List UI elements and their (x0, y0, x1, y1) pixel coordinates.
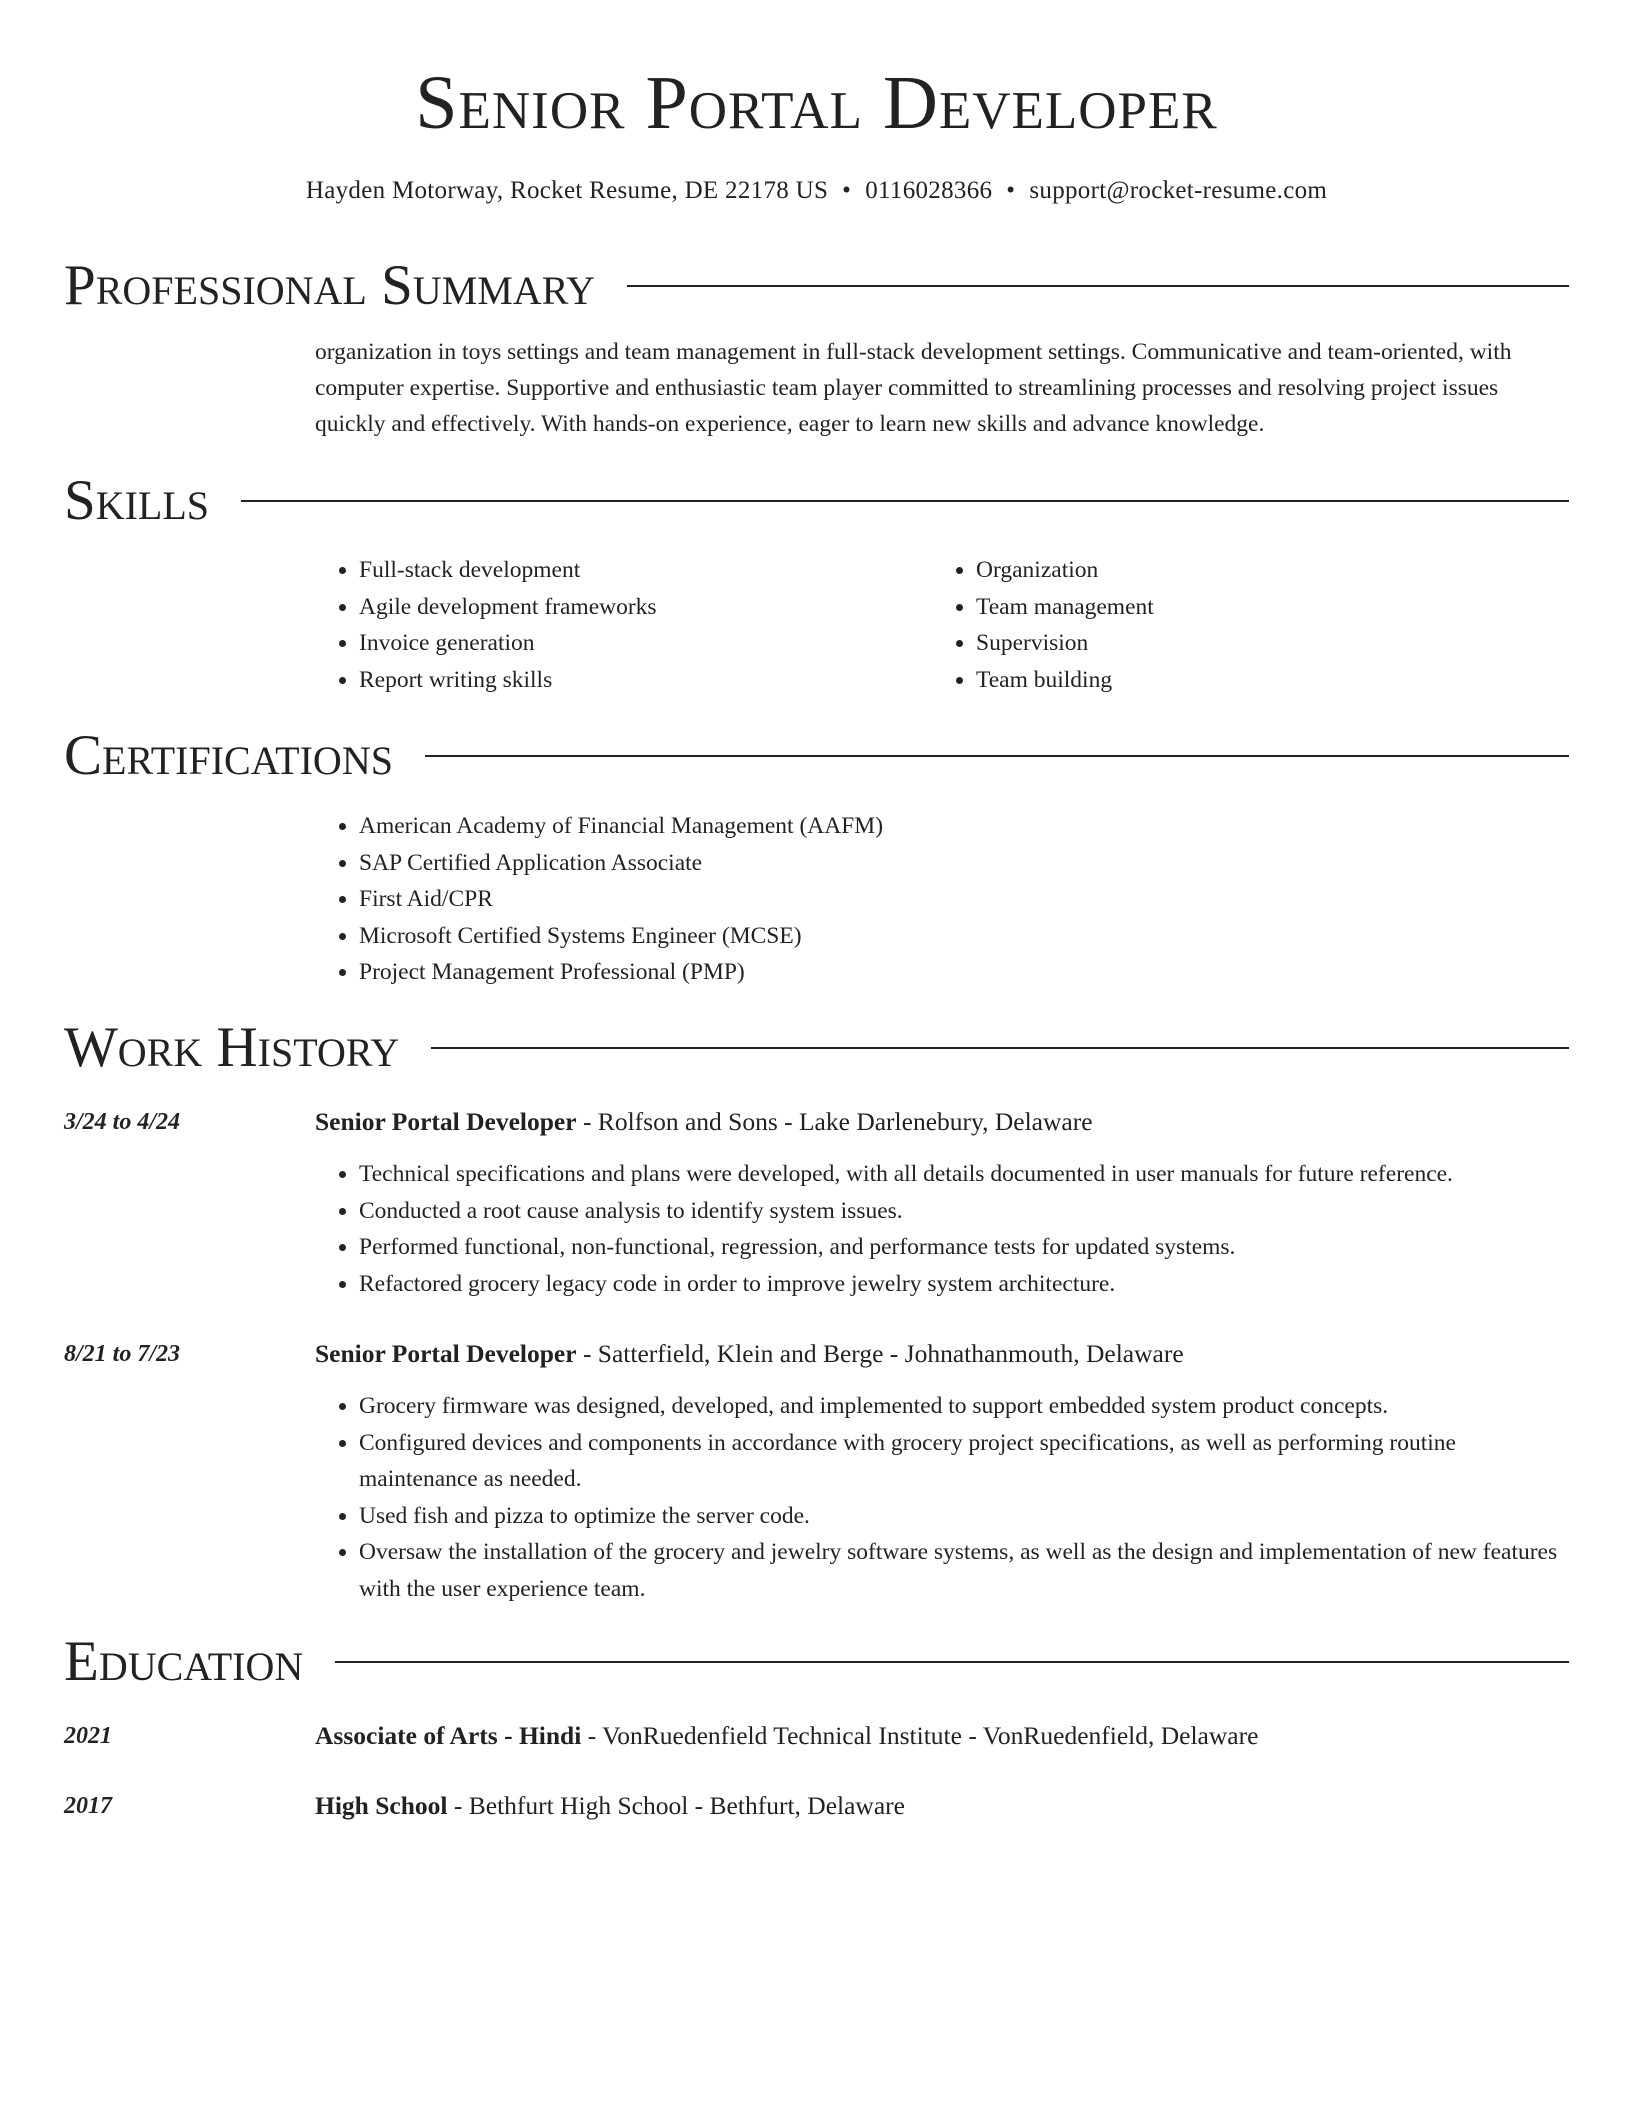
section-divider (425, 755, 1569, 757)
education-year: 2017 (64, 1793, 112, 1819)
summary-text: organization in toys settings and team management in full-stack development settings. Communicative and team-oriented, with computer expertise. Supportive and enthusiastic team player committed to streamlining processes and resolving project issues quickly and effectively. With hands-on experience, eager to learn new skills and advance knowledge. (315, 339, 1512, 437)
skill-item: • Full-stack development (359, 552, 919, 589)
education-entry (315, 1718, 1569, 1754)
skill-item: • Organization (976, 552, 1536, 589)
education-heading: Education (64, 1630, 304, 1693)
summary-heading: Professional Summary (64, 254, 596, 317)
work-section-header (64, 1016, 1569, 1080)
job-bullets (315, 1156, 1569, 1302)
certifications-heading: Certifications (64, 724, 393, 787)
job-bullet: • Oversaw the installation of the grocery and jewelry software systems, as well as the design and implementation of new features with the user experience team. (359, 1534, 1569, 1607)
job-title: Senior Portal Developer (315, 1339, 577, 1368)
education-degree: Associate of Arts - Hindi (315, 1721, 582, 1750)
job-employer: - Satterfield, Klein and Berge - Johnathanmouth, Delaware (576, 1339, 1184, 1368)
contact-phone: 0116028366 (865, 177, 993, 204)
skills-list-right (932, 552, 1536, 698)
job-header (315, 1104, 1569, 1140)
job-bullets (315, 1388, 1569, 1607)
job-bullet: • Used fish and pizza to optimize the server code. (359, 1498, 1569, 1535)
certification-item: • First Aid/CPR (359, 881, 1569, 918)
job-bullet: • Technical specifications and plans were developed, with all details documented in user manuals for future reference. (359, 1156, 1569, 1193)
contact-address: Hayden Motorway, Rocket Resume, DE 22178 US (305, 177, 829, 204)
certifications-section-header (64, 724, 1569, 788)
skill-item: • Invoice generation (359, 625, 919, 662)
job-dates: 3/24 to 4/24 (64, 1109, 181, 1135)
section-divider (431, 1047, 1569, 1049)
skills-heading: Skills (64, 469, 210, 532)
skill-item: • Report writing skills (359, 662, 919, 699)
certification-item: • American Academy of Financial Management (AAFM) (359, 808, 1569, 845)
section-divider (241, 500, 1569, 502)
section-divider (335, 1661, 1569, 1663)
job-title: Senior Portal Developer (315, 1107, 577, 1136)
skills-list-left (315, 552, 919, 698)
job-bullet: • Configured devices and components in accordance with grocery project specifications, as well as performing routine maintenance as needed. (359, 1425, 1569, 1498)
education-section-header (64, 1630, 1569, 1694)
job-bullet: • Refactored grocery legacy code in order to improve jewelry system architecture. (359, 1266, 1569, 1303)
certifications-list (315, 808, 1569, 991)
skill-item: • Supervision (976, 625, 1536, 662)
certification-item: • SAP Certified Application Associate (359, 845, 1569, 882)
resume-title: Senior Portal Developer (415, 61, 1218, 145)
education-degree: High School (315, 1791, 448, 1820)
education-entry (315, 1788, 1569, 1824)
skill-item: • Team building (976, 662, 1536, 699)
certification-item: • Microsoft Certified Systems Engineer (MCSE) (359, 918, 1569, 955)
education-year: 2021 (64, 1723, 112, 1749)
summary-section-header (64, 254, 1569, 318)
skill-item: • Agile development frameworks (359, 589, 919, 626)
job-dates: 8/21 to 7/23 (64, 1341, 181, 1367)
section-divider (627, 285, 1569, 287)
skills-section-header (64, 469, 1569, 533)
education-school: - VonRuedenfield Technical Institute - VonRuedenfield, Delaware (581, 1721, 1259, 1750)
education-school: - Bethfurt High School - Bethfurt, Delaware (447, 1791, 905, 1820)
job-bullet: • Conducted a root cause analysis to identify system issues. (359, 1193, 1569, 1230)
certification-item: • Project Management Professional (PMP) (359, 954, 1569, 991)
job-bullet: • Performed functional, non-functional, regression, and performance tests for updated systems. (359, 1229, 1569, 1266)
contact-separator: • (1006, 177, 1016, 204)
contact-email: support@rocket-resume.com (1029, 177, 1328, 204)
contact-separator: • (842, 177, 852, 204)
job-header (315, 1336, 1569, 1372)
skill-item: • Team management (976, 589, 1536, 626)
job-employer: - Rolfson and Sons - Lake Darlenebury, Delaware (576, 1107, 1093, 1136)
work-heading: Work History (64, 1016, 400, 1079)
job-bullet: • Grocery firmware was designed, developed, and implemented to support embedded system product concepts. (359, 1388, 1569, 1425)
contact-line (64, 174, 1569, 208)
